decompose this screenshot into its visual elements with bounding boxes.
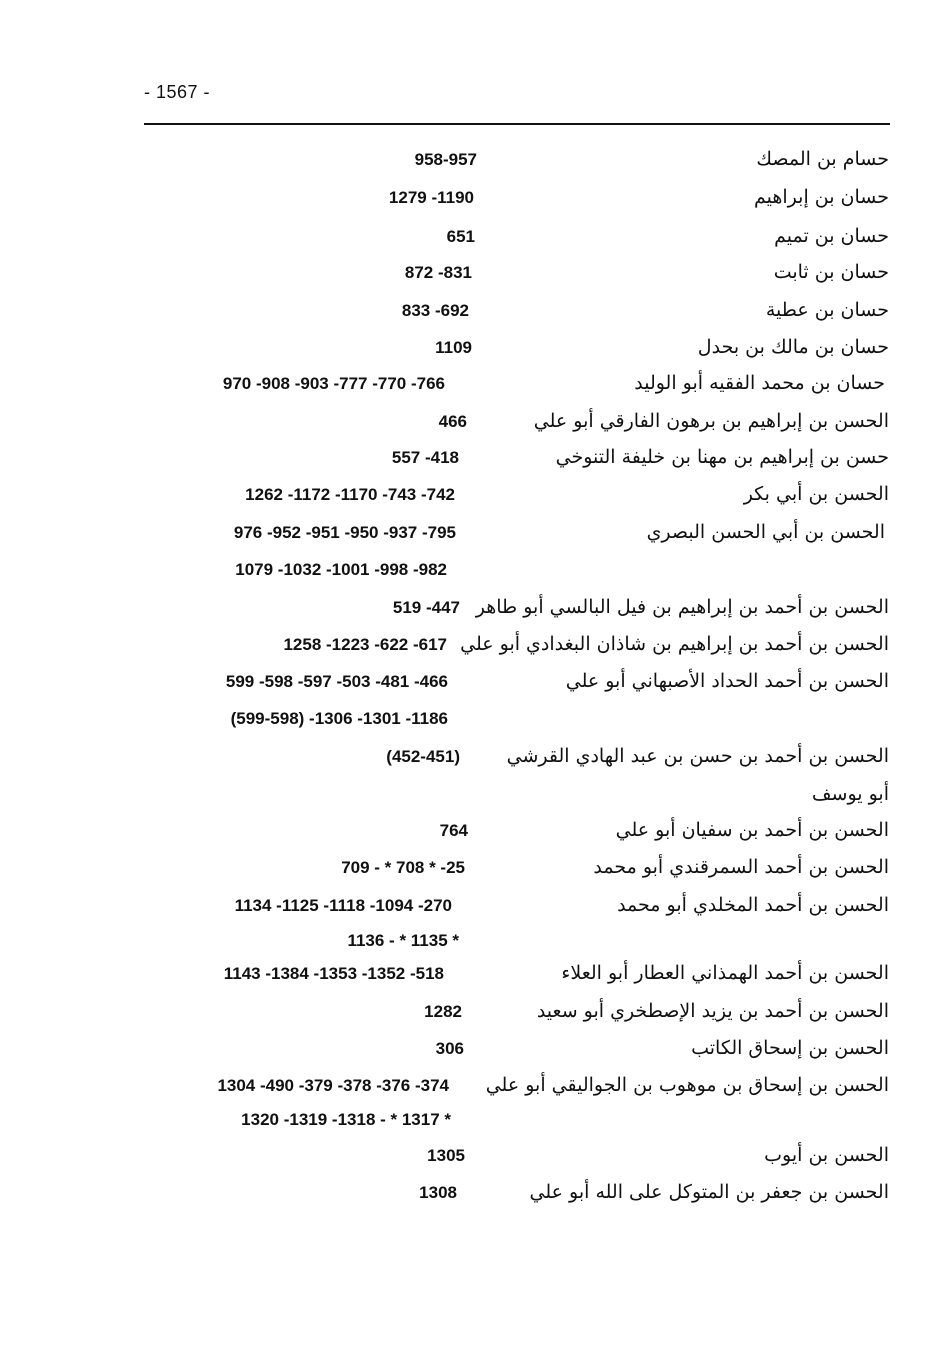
entry-pages: 1308 xyxy=(419,1183,457,1202)
entry-name: الحسن بن جعفر بن المتوكل على الله أبو علي xyxy=(529,1181,889,1203)
entry-pages: 1262 -1172 -1170 -743 -742 xyxy=(245,485,455,504)
index-entry xyxy=(0,670,949,704)
entry-name: الحسن بن أحمد بن حسن بن عبد الهادي القرشي xyxy=(506,745,889,767)
entry-name: الحسن بن أحمد بن إبراهيم بن شاذان البغدادي أبو علي xyxy=(460,633,889,655)
index-entry xyxy=(0,1037,949,1071)
entry-pages: 958-957 xyxy=(414,150,477,169)
index-entry xyxy=(0,633,949,667)
index-entry-continuation xyxy=(0,558,949,592)
index-entry xyxy=(0,894,949,928)
entry-pages: 1079 -1032 -1001 -998 -982 xyxy=(235,560,447,579)
entry-pages: 833 -692 xyxy=(401,301,469,320)
index-entry xyxy=(0,148,949,182)
entry-pages: 1304 -490 -379 -378 -376 -374 xyxy=(217,1076,449,1095)
index-entry-continuation xyxy=(0,783,949,817)
index-entry-continuation xyxy=(0,929,949,963)
entry-pages: 519 -447 xyxy=(392,598,460,617)
entry-name: أبو يوسف xyxy=(811,783,889,805)
entry-pages: (452-451) xyxy=(386,747,460,766)
entry-pages: 306 xyxy=(435,1039,464,1058)
entry-pages: 1143 -1384 -1353 -1352 -518 xyxy=(223,964,444,983)
entry-name: حسن بن إبراهيم بن مهنا بن خليفة التنوخي xyxy=(555,446,889,468)
entry-pages: 1305 xyxy=(427,1146,465,1165)
entry-pages: 970 -908 -903 -777 -770 -766 xyxy=(222,374,445,393)
entry-pages: 1134 -1125 -1118 -1094 -270 xyxy=(234,896,452,915)
entry-name: الحسن بن أبي بكر xyxy=(743,483,889,505)
entry-name: حسان بن مالك بن بحدل xyxy=(697,336,889,358)
entry-name: الحسن بن أحمد بن سفيان أبو علي xyxy=(615,819,889,841)
entry-pages: 1320 -1319 -1318 - * 1317 * xyxy=(241,1110,451,1129)
entry-pages: 1258 -1223 -622 -617 xyxy=(283,635,447,654)
entry-name: الحسن بن أيوب xyxy=(764,1144,889,1166)
index-entry xyxy=(0,1181,949,1215)
entry-name: حسان بن ثابت xyxy=(773,261,889,283)
entry-name: الحسن بن أحمد السمرقندي أبو محمد xyxy=(593,856,889,878)
entry-pages: (599-598) -1306 -1301 -1186 xyxy=(230,709,448,728)
index-entry xyxy=(0,372,949,406)
index-entry xyxy=(0,521,949,555)
entry-name: الحسن بن أحمد الحداد الأصبهاني أبو علي xyxy=(565,670,889,692)
entry-name: الحسن بن أحمد المخلدي أبو محمد xyxy=(617,894,889,916)
entry-pages: 1109 xyxy=(435,338,472,357)
entry-pages: 1282 xyxy=(424,1002,462,1021)
index-entry xyxy=(0,856,949,890)
entry-name: حسان بن عطية xyxy=(765,299,889,321)
entry-pages: 466 xyxy=(438,412,467,431)
index-entry xyxy=(0,336,949,370)
entry-name: حسان بن إبراهيم xyxy=(754,186,889,208)
index-entry-continuation xyxy=(0,707,949,741)
index-entry xyxy=(0,446,949,480)
index-entry xyxy=(0,962,949,996)
entry-pages: 709 - * 708 * -25 xyxy=(341,858,465,877)
entry-name: حسام بن المصك xyxy=(756,148,889,170)
index-entry xyxy=(0,483,949,517)
index-entry xyxy=(0,596,949,630)
entry-pages: 1136 - * 1135 * xyxy=(347,931,459,950)
entry-pages: 872 -831 xyxy=(404,263,472,282)
entry-name: الحسن بن إسحاق الكاتب xyxy=(691,1037,889,1059)
index-entry xyxy=(0,1000,949,1034)
entry-pages: 1279 -1190 xyxy=(388,188,474,207)
index-entry xyxy=(0,299,949,333)
entry-pages: 651 xyxy=(446,227,475,246)
entry-name: الحسن بن أحمد بن يزيد الإصطخري أبو سعيد xyxy=(536,1000,889,1022)
entry-name: حسان بن تميم xyxy=(774,225,889,247)
entry-pages: 599 -598 -597 -503 -481 -466 xyxy=(225,672,448,691)
entry-pages: 764 xyxy=(439,821,468,840)
header-rule xyxy=(144,123,890,125)
index-entry xyxy=(0,745,949,779)
page-number: - 1567 - xyxy=(144,82,211,102)
index-entry-continuation xyxy=(0,1108,949,1142)
entry-pages: 557 -418 xyxy=(391,448,459,467)
entry-name: حسان بن محمد الفقيه أبو الوليد xyxy=(634,372,885,394)
entry-name: الحسن بن إبراهيم بن برهون الفارقي أبو علي xyxy=(533,410,889,432)
entry-name: الحسن بن أبي الحسن البصري xyxy=(646,521,885,543)
index-entry xyxy=(0,1144,949,1178)
index-entry xyxy=(0,819,949,853)
index-entry xyxy=(0,1074,949,1108)
index-entry xyxy=(0,225,949,259)
entry-name: الحسن بن أحمد الهمذاني العطار أبو العلاء xyxy=(561,962,889,984)
entry-name: الحسن بن إسحاق بن موهوب بن الجواليقي أبو علي xyxy=(485,1074,889,1096)
entry-name: الحسن بن أحمد بن إبراهيم بن فيل البالسي أبو طاهر xyxy=(475,596,889,618)
index-entry xyxy=(0,410,949,444)
index-entry xyxy=(0,186,949,220)
index-entry xyxy=(0,261,949,295)
entry-pages: 976 -952 -951 -950 -937 -795 xyxy=(233,523,456,542)
